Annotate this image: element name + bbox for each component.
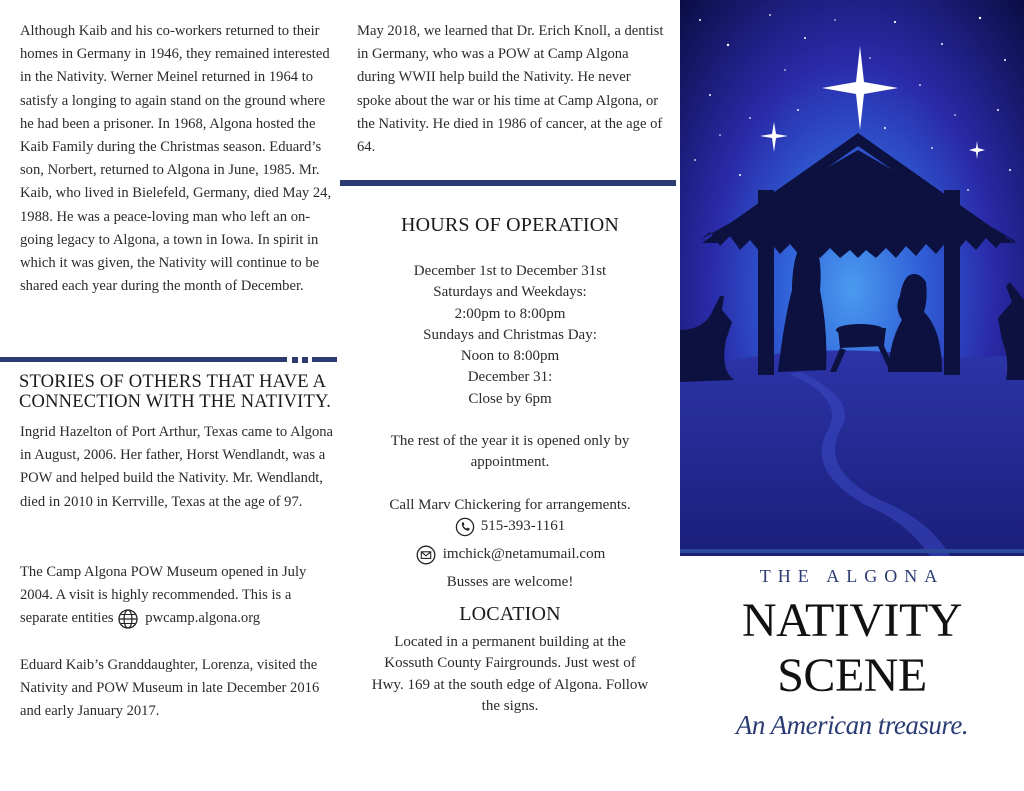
story-museum — [20, 561, 334, 631]
appointment-block — [340, 431, 680, 474]
phone-icon — [455, 517, 475, 537]
cover-divider — [680, 549, 1024, 553]
hours-line: Close by 6pm — [468, 390, 552, 407]
location-line: the signs. — [481, 697, 539, 714]
section-divider — [340, 180, 676, 186]
middle-panel — [340, 0, 680, 791]
phone-number[interactable]: 515-393-1161 — [480, 518, 566, 535]
title-scene: SCENE — [777, 649, 927, 702]
location-line: Located in a permanent building at the — [394, 634, 626, 650]
stories-heading: STORIES OF OTHERS THAT HAVE A CONNECTION WITH THE NATIVITY. — [19, 372, 332, 412]
nativity-scene-illustration — [680, 0, 1024, 556]
email-row — [415, 544, 606, 565]
hours-block — [340, 261, 680, 410]
hours-line: December 1st to December 31st — [413, 263, 607, 279]
phone-row — [455, 516, 565, 537]
museum-link[interactable]: pwcamp.algona.org — [145, 610, 261, 627]
hill — [680, 350, 1024, 556]
location-line: Kossuth County Fairgrounds. Just west of — [384, 655, 636, 672]
envelope-icon — [415, 545, 437, 565]
appointment-line: appointment. — [470, 454, 550, 471]
email-address[interactable]: imchick@netamumail.com — [442, 546, 606, 563]
divider-end — [312, 357, 337, 362]
divider-dot — [292, 357, 298, 363]
contact-block — [340, 495, 680, 593]
location-line: Hwy. 169 at the south edge of Algona. Follow — [371, 676, 649, 693]
title-nativity: NATIVITY — [742, 594, 962, 647]
left-panel — [0, 0, 340, 791]
hours-line: Noon to 8:00pm — [460, 348, 560, 365]
location-heading: LOCATION — [459, 603, 561, 625]
section-divider — [0, 357, 287, 362]
hours-line: Saturdays and Weekdays: — [433, 284, 587, 301]
appointment-line: The rest of the year it is opened only by — [390, 433, 630, 449]
intro-paragraph: Although Kaib and his co-workers returned to their homes in Germany in 1946, they remained interested in the Nativity. Werner Meinel returned in 1964 to satisfy a longing to again stand on the ground where he had been a prisoner. In 1968, Algona hosted the Kaib Family during the Christmas season. Eduard’s son, Norbert, returned to Algona in June, 1985. Mr. Kaib, who lived in Bielefeld, Germany, died May 24, 1988. He was a peace-loving man who left an on-going legacy to Algona, a town in Iowa. In spirit in which it was given, the Nativity will continue to be shared each year during the month of December. — [20, 23, 332, 295]
divider-dot — [302, 357, 308, 363]
hours-line: December 31: — [467, 369, 553, 386]
cover-panel — [680, 0, 1024, 791]
museum-text: The Camp Algona POW Museum opened in July 2004. A visit is highly recommended. This is a separate entities — [20, 564, 307, 627]
story-granddaughter: Eduard Kaib’s Granddaughter, Lorenza, visited the Nativity and POW Museum in late December 2016 and early January 2017. — [20, 657, 320, 720]
knoll-paragraph: May 2018, we learned that Dr. Erich Knoll, a dentist in Germany, who was a POW at Camp Algona during WWII help build the Nativity. He never spoke about the war or his time at Camp Algona, or the Nativity. He died in 1986 of cancer, at the age of 64. — [357, 23, 664, 156]
story-hazelton: Ingrid Hazelton of Port Arthur, Texas came to Algona in August, 2006. Her father, Horst Wendlandt, was a POW and helped build the Nativity. Mr. Wendlandt, died in 2010 in Kerrville, Texas at the age of 97. — [20, 424, 334, 510]
tagline: An American treasure. — [735, 710, 969, 740]
location-block — [340, 632, 680, 717]
title-the-algona: THE ALGONA — [759, 566, 945, 586]
hours-line: Sundays and Christmas Day: — [423, 326, 597, 343]
call-line: Call Marv Chickering for arrangements. — [389, 497, 631, 513]
busses-line: Busses are welcome! — [446, 574, 574, 591]
hours-heading: HOURS OF OPERATION — [400, 214, 620, 236]
hours-line: 2:00pm to 8:00pm — [454, 305, 566, 322]
globe-icon — [117, 608, 139, 630]
